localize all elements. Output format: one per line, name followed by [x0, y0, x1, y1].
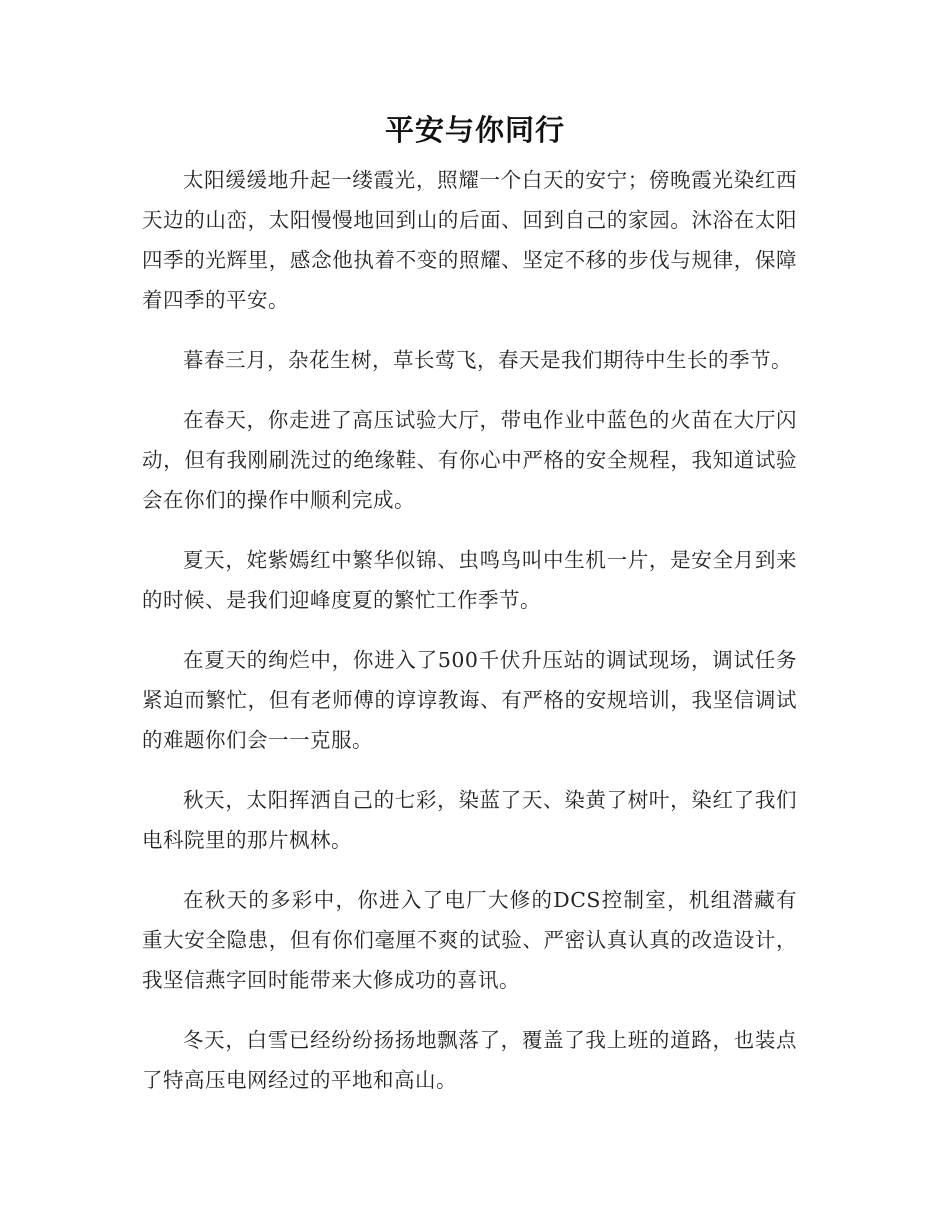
paragraph-7: 在秋天的多彩中，你进入了电厂大修的DCS控制室，机组潜藏有重大安全隐患，但有你们毫厘不爽的试验、严密认真认真的改造设计，我坚信燕字回时能带来大修成功的喜讯。: [142, 888, 797, 992]
paragraph-1: 太阳缓缓地升起一缕霞光，照耀一个白天的安宁；傍晚霞光染红西天边的山峦，太阳慢慢地回到山的后面、回到自己的家园。沐浴在太阳四季的光辉里，感念他执着不变的照耀、坚定不移的步伐与规律，保障着四季的平安。: [142, 168, 797, 312]
paragraph-4: 夏天，姹紫嫣红中繁华似锦、虫鸣鸟叫中生机一片，是安全月到来的时候、是我们迎峰度夏的繁忙工作季节。: [142, 548, 797, 612]
document-title: 平安与你同行: [384, 113, 565, 147]
document-body: [142, 160, 797, 1120]
paragraph-8: 冬天，白雪已经纷纷扬扬地飘落了，覆盖了我上班的道路，也装点了特高压电网经过的平地和高山。: [142, 1028, 797, 1092]
paragraph-6: 秋天，太阳挥洒自己的七彩，染蓝了天、染黄了树叶，染红了我们电科院里的那片枫林。: [142, 788, 797, 852]
paragraph-3: 在春天，你走进了高压试验大厅，带电作业中蓝色的火苗在大厅闪动，但有我刚刷洗过的绝缘鞋、有你心中严格的安全规程，我知道试验会在你们的操作中顺利完成。: [142, 408, 797, 512]
paragraph-2: 暮春三月，杂花生树，草长莺飞，春天是我们期待中生长的季节。: [183, 348, 792, 372]
paragraph-5: 在夏天的绚烂中，你进入了500千伏升压站的调试现场，调试任务紧迫而繁忙，但有老师傅的谆谆教诲、有严格的安规培训，我坚信调试的难题你们会一一克服。: [142, 648, 797, 752]
